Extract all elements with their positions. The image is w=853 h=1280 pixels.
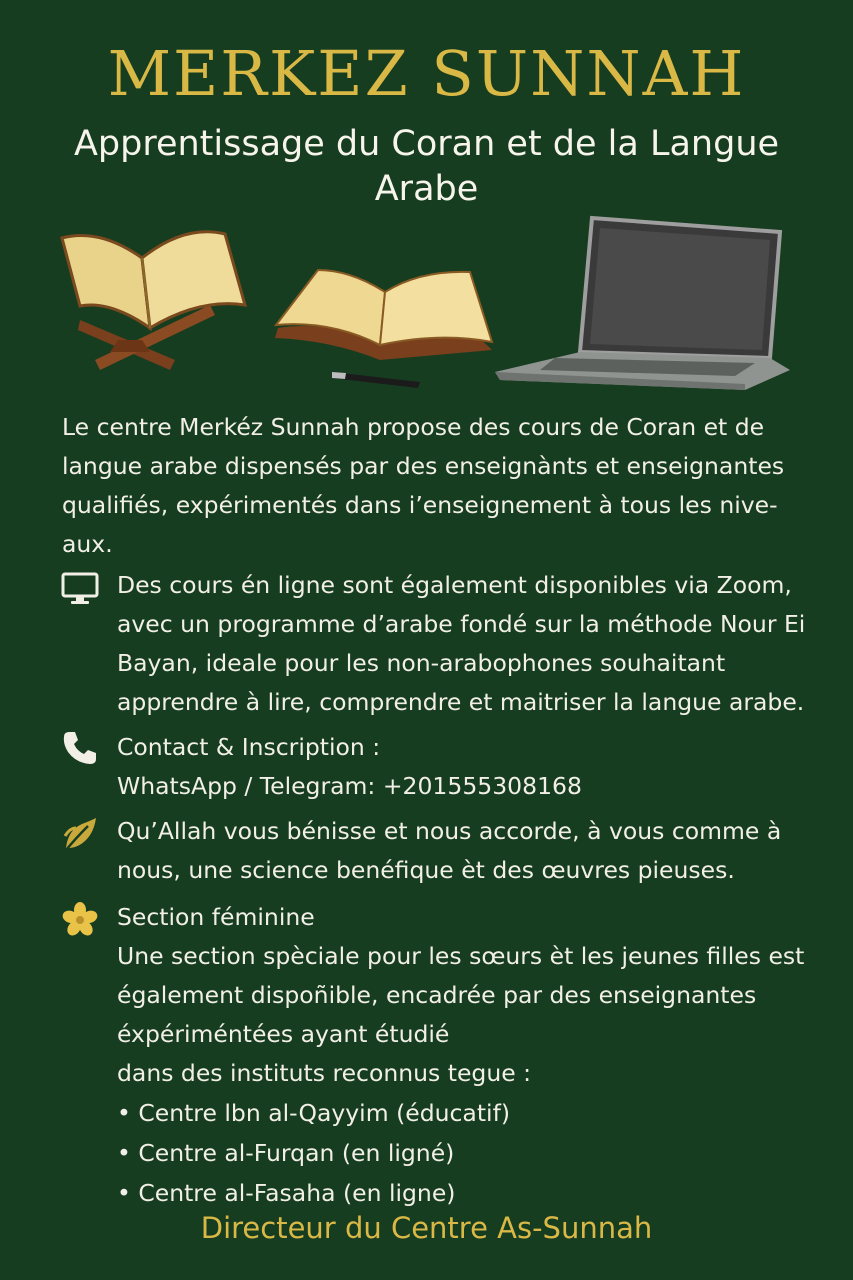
feminine-heading: Section féminine bbox=[117, 903, 315, 931]
online-courses-item bbox=[0, 566, 825, 722]
online-courses-text: Des cours én ligne sont également disponibles via Zoom, avec un programme d’arabe fondé sur la méthode Nour Ei Bayan, ideale pour les non-arabophones souhaitant apprendre à lire, comprendre et maitriser la langue arabe. bbox=[117, 571, 806, 716]
leaf-icon bbox=[60, 814, 100, 854]
list-item: • Centre al-Furqan (en ligné) bbox=[117, 1139, 455, 1167]
page-subtitle: Apprentissage du Coran et de la Langue Arabe bbox=[73, 124, 780, 209]
flower-icon bbox=[60, 900, 100, 940]
contact-item bbox=[0, 728, 825, 806]
feminine-text: Une section spèciale pour les sœurs èt les jeunes filles est également dispoñible, encadrée par des enseignantes éxpériméntées ayant étudié bbox=[117, 942, 805, 1048]
phone-icon bbox=[60, 728, 100, 768]
open-book-image bbox=[275, 270, 492, 388]
feminine-section bbox=[0, 898, 825, 1213]
monitor-icon bbox=[60, 568, 100, 608]
blessing-text: Qu’Allah vous bénisse et nous accorde, à vous comme à nous, une science benéfique èt des œuvres pieuses. bbox=[117, 817, 782, 884]
footer-signature: Directeur du Centre As-Sunnah bbox=[200, 1211, 653, 1245]
contact-heading: Contact & Inscription : bbox=[117, 733, 381, 761]
blessing-item bbox=[0, 812, 825, 890]
laptop-image bbox=[495, 218, 790, 390]
quran-on-stand-image bbox=[62, 232, 245, 370]
list-item: • Centre lbn al-Qayyim (éducatif) bbox=[117, 1099, 511, 1127]
illustration bbox=[0, 210, 853, 400]
page-title: MERKEZ SUNNAH bbox=[107, 37, 746, 110]
contact-line: WhatsApp / Telegram: +201555308168 bbox=[117, 772, 582, 800]
feminine-intro-line: dans des instituts reconnus tegue : bbox=[117, 1059, 532, 1087]
list-item: • Centre al-Fasaha (en ligne) bbox=[117, 1179, 456, 1207]
centres-list bbox=[117, 1093, 825, 1213]
intro-paragraph: Le centre Merkéz Sunnah propose des cours de Coran et de langue arabe dispensés par des enseignànts et enseignantes qualifiés, expérimentés dans i’enseignement à tous les nive- aux. bbox=[62, 413, 785, 558]
